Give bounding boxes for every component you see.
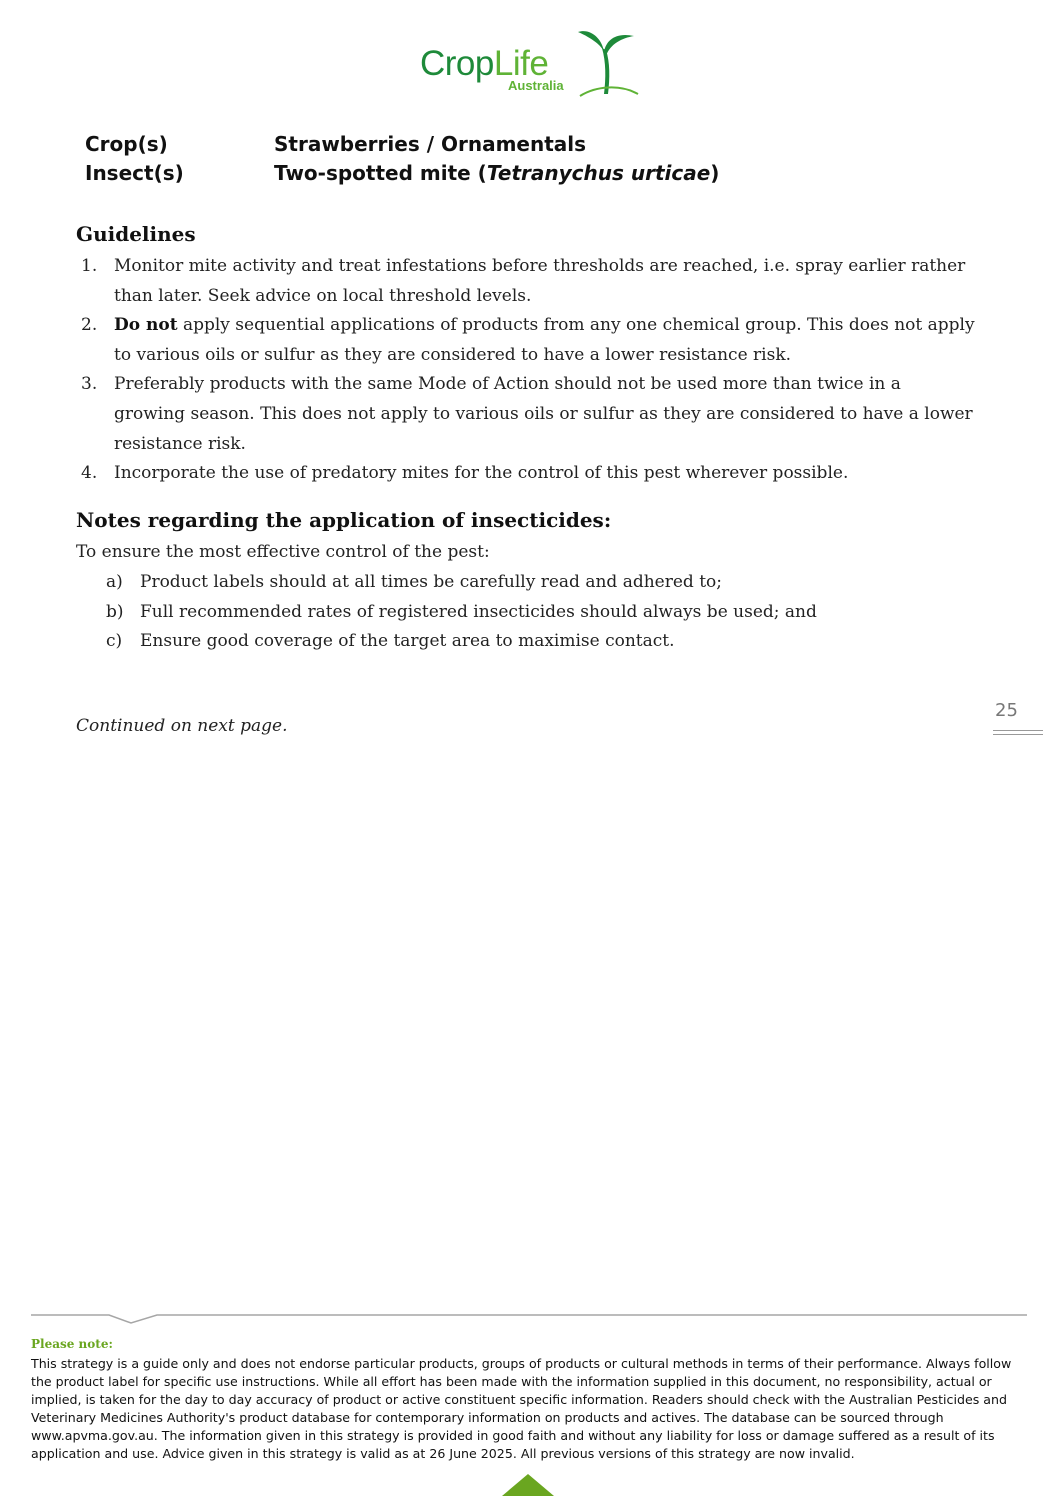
item-number: 3. [81, 374, 98, 395]
item-letter: c) [106, 631, 123, 652]
insect-paren-close: ) [710, 161, 720, 185]
item-text [114, 252, 976, 311]
item-number: 2. [81, 315, 98, 336]
crop-insect-table [85, 132, 719, 190]
please-note-heading: Please note: [31, 1337, 113, 1351]
page-number: 25 [995, 700, 1018, 721]
guidelines-list [76, 252, 976, 489]
guideline-item [76, 252, 976, 311]
seedling-icon [576, 28, 640, 98]
logo-life-text: Life [493, 44, 549, 83]
item-number: 4. [81, 463, 98, 484]
note-item [106, 568, 906, 598]
crop-label: Crop(s) [85, 132, 168, 156]
item-emphasis: Do not [114, 315, 178, 336]
item-letter: b) [106, 601, 124, 622]
triangle-icon [502, 1474, 554, 1496]
item-number: 1. [81, 256, 98, 276]
item-body: Incorporate the use of predatory mites for the control of this pest wherever possible. [114, 463, 849, 484]
insect-label: Insect(s) [85, 161, 184, 185]
continued-note: Continued on next page. [76, 716, 288, 736]
logo-subtitle: Australia [508, 78, 564, 93]
notes-heading: Notes regarding the application of insecticides: [76, 508, 612, 532]
logo-crop-text: Crop [420, 44, 494, 83]
item-body: Preferably products with the same Mode of Action should not be used more than twice in a growing season. This does not apply to various oils or sulfur as they are considered to have a lower resistance risk. [114, 374, 973, 454]
item-text [114, 370, 976, 459]
notes-intro: To ensure the most effective control of the pest: [76, 542, 490, 562]
insect-row [85, 161, 719, 190]
guidelines-heading: Guidelines [76, 222, 196, 246]
item-text [114, 459, 976, 489]
item-text: Ensure good coverage of the target area to maximise contact. [140, 631, 675, 652]
guideline-item [76, 311, 976, 370]
item-letter: a) [106, 572, 123, 592]
croplife-logo [418, 28, 640, 100]
item-body: Monitor mite activity and treat infestations before thresholds are reached, i.e. spray earlier rather than later. Seek advice on local threshold levels. [114, 256, 966, 306]
insect-common-name: Two-spotted mite ( [274, 161, 487, 185]
note-item [106, 627, 906, 657]
item-body: apply sequential applications of products from any one chemical group. This does not apply to various oils or sulfur as they are considered to have a lower resistance risk. [114, 315, 975, 365]
insect-scientific-name: Tetranychus urticae [486, 161, 711, 185]
note-item [106, 598, 906, 628]
footer-divider [31, 1312, 1027, 1326]
guideline-item [76, 459, 976, 489]
item-text: Product labels should at all times be carefully read and adhered to; [140, 572, 722, 592]
disclaimer-text: This strategy is a guide only and does not endorse particular products, groups of products or cultural methods in terms of their performance. Always follow the product label for specific use instructions. While all effort has been made with the information supplied in this document, no responsibility, actual or implied, is taken for the day to day accuracy of product or active constituent specific information. Readers should check with the Australian Pesticides and Veterinary Medicines Authority's product database for contemporary information on products and actives. The database can be sourced through www.apvma.gov.au. The information given in this strategy is provided in good faith and without any liability for loss or damage suffered as a result of its application and use. Advice given in this strategy is valid as at 26 June 2025. All previous versions of this strategy are now invalid. [31, 1356, 1012, 1461]
crop-row [85, 132, 719, 161]
guideline-item [76, 370, 976, 459]
item-text: Full recommended rates of registered insecticides should always be used; and [140, 601, 817, 622]
crop-value: Strawberries / Ornamentals [274, 132, 587, 156]
notes-list [106, 568, 906, 657]
item-text [114, 311, 976, 370]
insect-value [274, 161, 719, 190]
page-number-rule [993, 730, 1043, 731]
page-number-rule [993, 734, 1043, 735]
